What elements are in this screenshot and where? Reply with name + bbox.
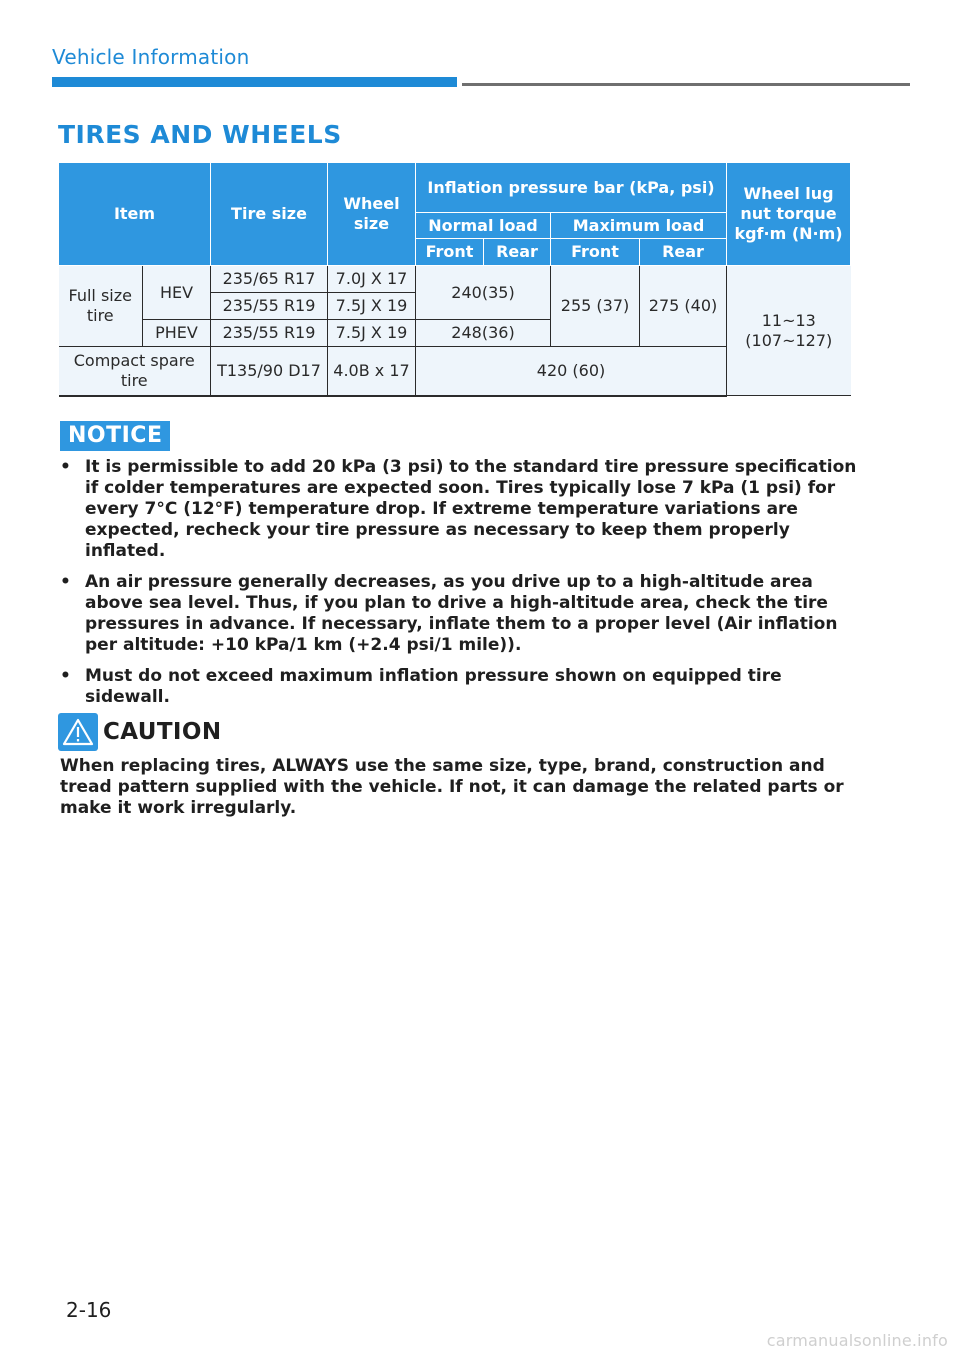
table-row [59, 266, 851, 293]
list-item [60, 572, 860, 656]
cell-hev-wheel-2: 7.5J X 19 [328, 293, 416, 320]
caution-text: When replacing tires, ALWAYS use the same size, type, brand, construction and tread pattern supplied with the vehicle. If not, it can damage the related parts or make it work irregularly. [60, 756, 844, 818]
cell-compact-spare: Compact spare tire [59, 347, 211, 396]
cell-hev-wheel-1: 7.0J X 17 [328, 266, 416, 293]
cell-hev-tire-2: 235/55 R19 [211, 293, 328, 320]
cell-hev-normal-pressure: 240(35) [416, 266, 551, 320]
cell-spare-tire: T135/90 D17 [211, 347, 328, 396]
bullet-icon: • [60, 457, 71, 477]
header-normal-rear: Rear [484, 239, 551, 266]
page-number: 2-16 [66, 1298, 112, 1322]
notice-text: An air pressure generally decreases, as you drive up to a high-altitude area above sea level. Thus, if you plan to drive a high-altitude area, check the tire pressures in advance. If necessary, inflate them to a proper level (Air inflation per altitude: +10 kPa/1 km (+2.4 psi/1 mile)). [85, 572, 838, 655]
list-item [60, 457, 860, 562]
header-max-front: Front [551, 239, 640, 266]
header-wheel-size: Wheel size [328, 163, 416, 266]
header-normal-load: Normal load [416, 213, 551, 239]
cell-spare-wheel: 4.0B x 17 [328, 347, 416, 396]
header-inflation-pressure: Inflation pressure bar (kPa, psi) [416, 163, 727, 213]
watermark: carmanualsonline.info [766, 1331, 948, 1350]
notice-text: Must do not exceed maximum inflation pressure shown on equipped tire sidewall. [85, 666, 782, 707]
header-divider [462, 83, 910, 86]
cell-max-rear-pressure: 275 (40) [640, 266, 727, 347]
caution-title: CAUTION [103, 719, 222, 745]
notice-text: It is permissible to add 20 kPa (3 psi) to the standard tire pressure specification if colder temperatures are expected soon. Tires typically lose 7 kPa (1 psi) for every 7°C (12°F) temperature drop. If extreme temperature variations are expected, recheck your tire pressure as necessary to keep them properly inflated. [85, 457, 857, 561]
bullet-icon: • [60, 572, 71, 592]
cell-hev-tire-1: 235/65 R17 [211, 266, 328, 293]
tire-spec-table [58, 162, 851, 397]
header-item: Item [59, 163, 211, 266]
cell-full-size-tire: Full size tire [59, 266, 143, 347]
list-item [60, 666, 860, 708]
warning-triangle-icon [58, 713, 98, 751]
header-lug-torque: Wheel lug nut torque kgf·m (N·m) [727, 163, 851, 266]
header-maximum-load: Maximum load [551, 213, 727, 239]
notice-list [60, 457, 860, 718]
cell-phev-wheel: 7.5J X 19 [328, 320, 416, 347]
notice-badge: NOTICE [60, 421, 170, 451]
header-max-rear: Rear [640, 239, 727, 266]
header-normal-front: Front [416, 239, 484, 266]
cell-spare-pressure: 420 (60) [416, 347, 727, 396]
cell-lug-torque: 11~13 (107~127) [727, 266, 851, 396]
header-title: Vehicle Information [52, 45, 250, 69]
cell-phev: PHEV [143, 320, 211, 347]
header-accent-bar [52, 77, 457, 87]
bullet-icon: • [60, 666, 71, 686]
cell-max-front-pressure: 255 (37) [551, 266, 640, 347]
cell-phev-tire: 235/55 R19 [211, 320, 328, 347]
cell-hev: HEV [143, 266, 211, 320]
section-title: TIRES AND WHEELS [58, 120, 342, 149]
cell-phev-normal-pressure: 248(36) [416, 320, 551, 347]
header-tire-size: Tire size [211, 163, 328, 266]
